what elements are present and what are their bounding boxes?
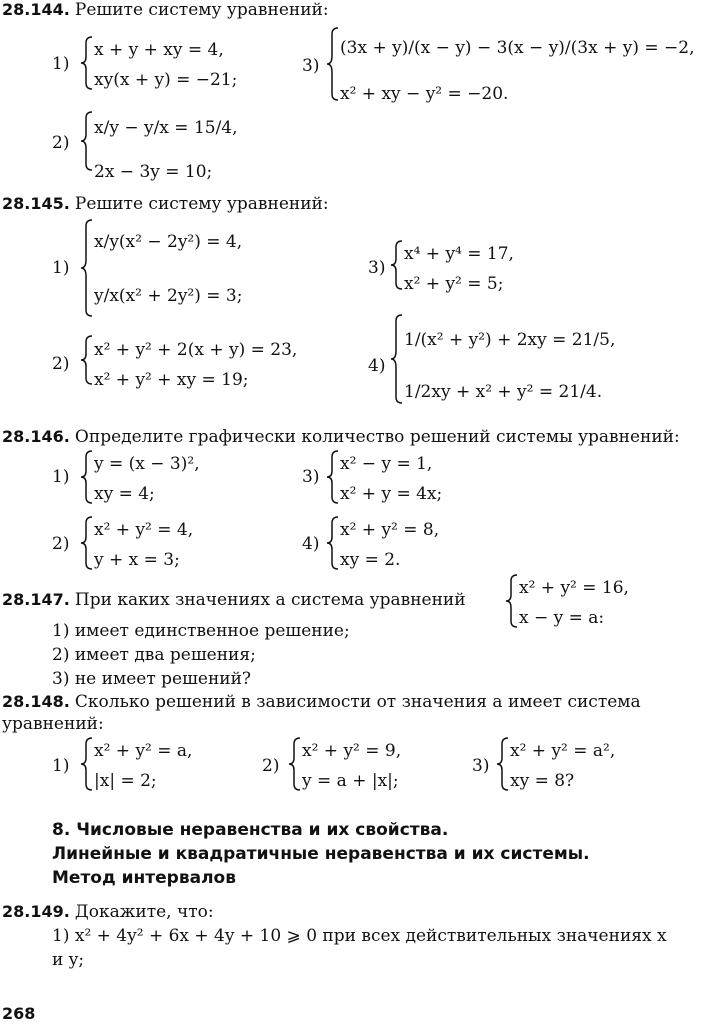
equation: x − y = a: <box>519 608 605 628</box>
brace-145-4 <box>391 315 402 403</box>
equation: xy = 4; <box>94 484 155 504</box>
problem-number: 28.148. <box>2 692 70 711</box>
problem-number: 28.146. <box>2 427 70 446</box>
brace-145-1 <box>81 220 92 316</box>
equation: x² + y² = 8, <box>340 520 440 540</box>
brace-146-4 <box>327 517 338 569</box>
brace-146-2 <box>81 517 92 569</box>
label: 3) <box>302 467 320 487</box>
equation: x² + y² = 9, <box>302 741 402 761</box>
problem-number: 28.145. <box>2 194 70 213</box>
label: 2) <box>52 133 70 153</box>
equation: x² + y² + 2(x + y) = 23, <box>94 340 298 360</box>
problem-text: Определите графически количество решений системы уравнений: <box>74 427 680 447</box>
problem-28-148 <box>2 692 641 712</box>
section-heading-line3: Метод интервалов <box>52 868 236 888</box>
equation: (3x + y)/(x − y) − 3(x − y)/(3x + y) = −2, <box>340 38 695 58</box>
problem-text-continued: уравнений: <box>2 714 104 734</box>
brace-146-3 <box>327 451 338 503</box>
equation: x² + y² = a, <box>94 741 193 761</box>
equation: x² + xy − y² = −20. <box>340 84 509 104</box>
equation: x² + y² = a², <box>510 741 616 761</box>
brace-148-3 <box>497 738 508 790</box>
brace-144-3 <box>327 28 338 100</box>
label: 1) <box>52 756 70 776</box>
equation: xy = 8? <box>510 771 575 791</box>
problem-28-149 <box>2 902 214 922</box>
equation: y/x(x² + 2y²) = 3; <box>94 286 243 306</box>
equation: y = (x − 3)², <box>94 454 200 474</box>
equation: 2x − 3y = 10; <box>94 162 213 182</box>
problem-28-144 <box>2 0 329 20</box>
problem-text: Сколько решений в зависимости от значения a имеет система <box>74 692 641 712</box>
equation: x/y − y/x = 15/4, <box>94 118 238 138</box>
equation: x² + y² = 16, <box>519 578 629 598</box>
problem-28-146 <box>2 427 680 447</box>
equation: y + x = 3; <box>94 550 180 570</box>
problem-number: 28.144. <box>2 0 70 19</box>
label: 2) <box>52 354 70 374</box>
label: 3) <box>472 756 490 776</box>
equation: xy = 2. <box>340 550 401 570</box>
brace-147 <box>506 575 517 627</box>
list-item: 3) не имеет решений? <box>52 669 252 689</box>
equation: x² + y = 4x; <box>340 484 443 504</box>
equation: 1/2xy + x² + y² = 21/4. <box>404 382 603 402</box>
brace-144-2 <box>81 112 92 170</box>
brace-144-1 <box>81 37 92 89</box>
list-item: 1) имеет единственное решение; <box>52 621 350 641</box>
section-heading-line1: 8. Числовые неравенства и их свойства. <box>52 820 449 840</box>
label: 3) <box>368 258 386 278</box>
label: 1) <box>52 258 70 278</box>
problem-number: 28.149. <box>2 902 70 921</box>
equation: x⁴ + y⁴ = 17, <box>404 244 514 264</box>
problem-text: Решите систему уравнений: <box>74 0 329 20</box>
page-number: 268 <box>2 1004 36 1023</box>
equation: xy(x + y) = −21; <box>94 70 238 90</box>
problem-text: При каких значениях a система уравнений <box>74 590 466 610</box>
label: 2) <box>262 756 280 776</box>
list-item: 1) x² + 4y² + 6x + 4y + 10 ⩾ 0 при всех действительных значениях x <box>52 926 667 946</box>
brace-148-2 <box>289 738 300 790</box>
label: 4) <box>368 356 386 376</box>
label: 3) <box>302 56 320 76</box>
brace-148-1 <box>81 738 92 790</box>
equation: 1/(x² + y²) + 2xy = 21/5, <box>404 330 616 350</box>
equation: y = a + |x|; <box>302 771 399 791</box>
equation: x/y(x² − 2y²) = 4, <box>94 232 243 252</box>
label: 4) <box>302 534 320 554</box>
brace-145-3 <box>391 241 402 289</box>
label: 1) <box>52 54 70 74</box>
brace-146-1 <box>81 451 92 503</box>
brace-145-2 <box>81 336 92 384</box>
problem-text: Решите систему уравнений: <box>74 194 329 214</box>
problem-text: Докажите, что: <box>74 902 214 922</box>
equation: x² + y² = 4, <box>94 520 194 540</box>
label: 1) <box>52 467 70 487</box>
list-item: 2) имеет два решения; <box>52 645 256 665</box>
label: 2) <box>52 534 70 554</box>
equation: x² − y = 1, <box>340 454 433 474</box>
equation: x² + y² + xy = 19; <box>94 370 249 390</box>
equation: x + y + xy = 4, <box>94 40 224 60</box>
equation: |x| = 2; <box>94 771 157 791</box>
list-item: и y; <box>52 950 85 970</box>
section-heading-line2: Линейные и квадратичные неравенства и их системы. <box>52 844 590 864</box>
problem-28-145 <box>2 194 329 214</box>
problem-number: 28.147. <box>2 590 70 609</box>
equation: x² + y² = 5; <box>404 274 504 294</box>
problem-28-147 <box>2 590 466 610</box>
